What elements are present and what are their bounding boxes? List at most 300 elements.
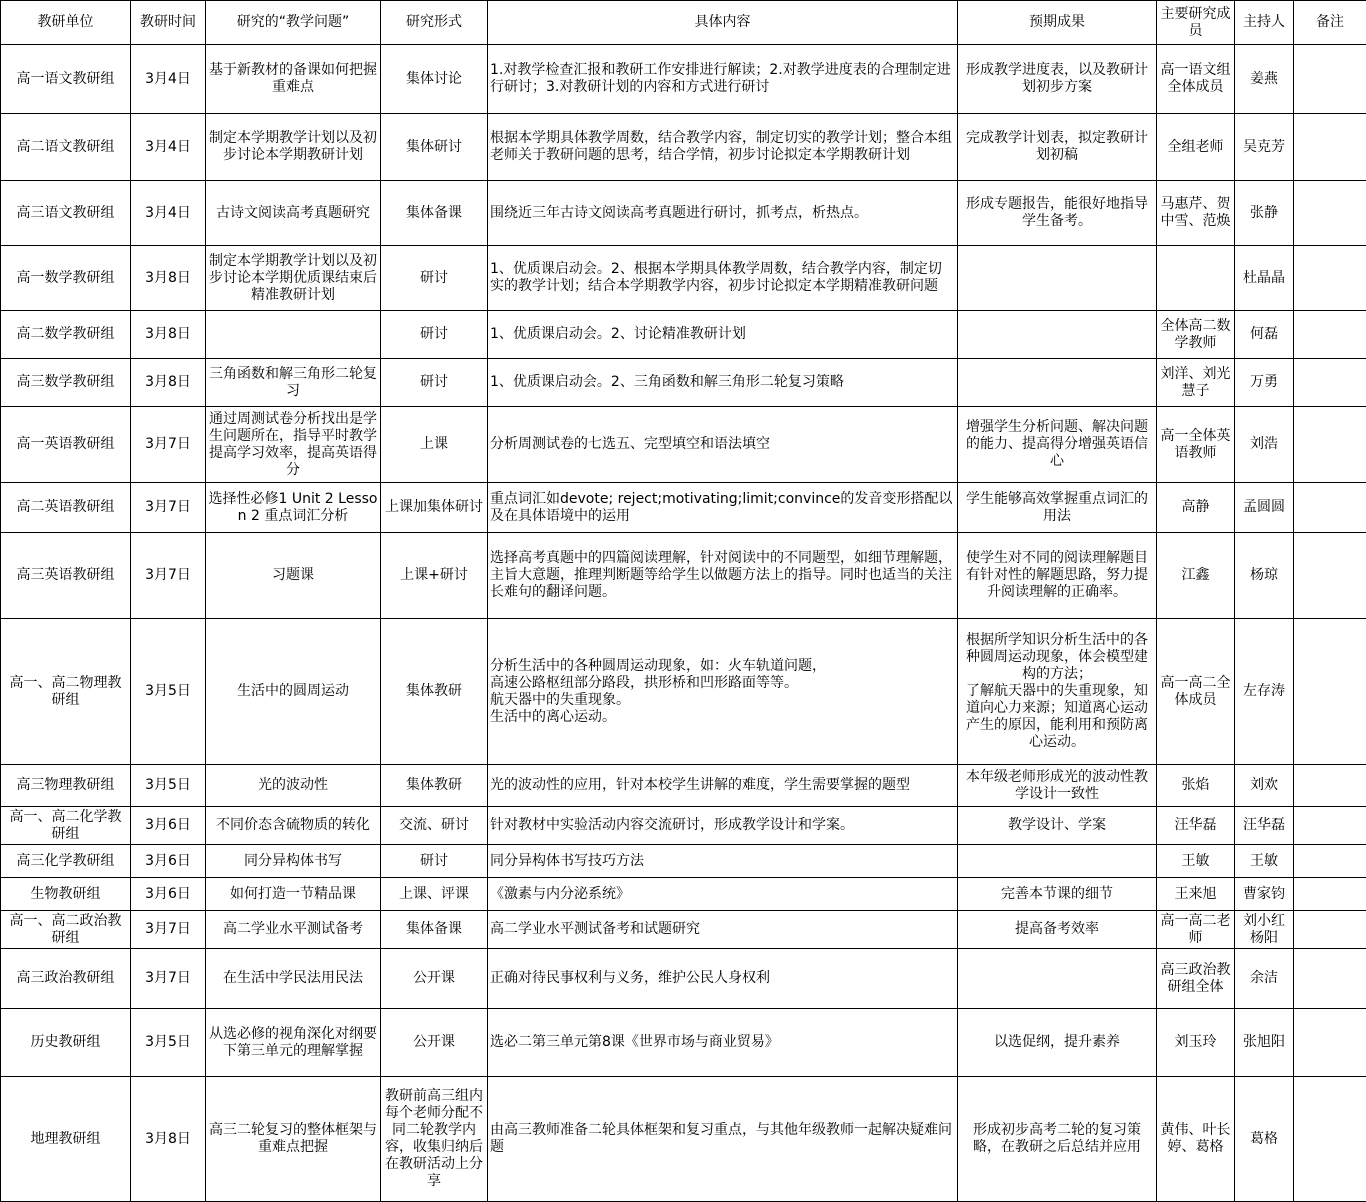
- header-content: 具体内容: [488, 1, 958, 45]
- members-text: 黄伟、叶长婷、葛格: [1161, 1122, 1231, 1155]
- cell-members: [1157, 181, 1235, 246]
- host-text: 葛格: [1250, 1131, 1278, 1147]
- cell-unit: [1, 1077, 131, 1202]
- members-text: 全体高二数学教师: [1161, 318, 1231, 351]
- outcome-text: 学生能够高效掌握重点词汇的用法: [966, 491, 1148, 524]
- content-text: 同分异构体书写技巧方法: [490, 853, 644, 869]
- cell-note: [1294, 807, 1366, 845]
- cell-members: [1157, 311, 1235, 359]
- form-text: 集体备课: [406, 205, 462, 221]
- table-row: [1, 911, 1366, 949]
- content-text: 《激素与内分泌系统》: [490, 886, 630, 902]
- content-text: 分析周测试卷的七选五、完型填空和语法填空: [490, 436, 770, 452]
- cell-unit: [1, 619, 131, 765]
- host-text: 曹家钧: [1243, 886, 1285, 902]
- cell-unit: [1, 807, 131, 845]
- unit-text: 高三数学教研组: [17, 374, 115, 390]
- cell-form: [381, 359, 488, 407]
- host-text: 吴克芳: [1243, 139, 1285, 155]
- cell-outcome: [958, 311, 1157, 359]
- cell-form: [381, 311, 488, 359]
- cell-host: [1235, 911, 1294, 949]
- cell-note: [1294, 949, 1366, 1009]
- time-text: 3月7日: [145, 970, 191, 986]
- cell-unit: [1, 114, 131, 181]
- table-row: [1, 1077, 1366, 1202]
- cell-content: [488, 911, 958, 949]
- cell-time: [131, 1009, 206, 1077]
- cell-host: [1235, 181, 1294, 246]
- table-row: [1, 181, 1366, 246]
- outcome-text: 以选促纲，提升素养: [994, 1034, 1120, 1050]
- cell-outcome: [958, 619, 1157, 765]
- cell-note: [1294, 483, 1366, 533]
- topic-text: 三角函数和解三角形二轮复习: [209, 366, 377, 399]
- content-text: 高二学业水平测试备考和试题研究: [490, 921, 700, 937]
- header-unit: 教研单位: [1, 1, 131, 45]
- topic-text: 高三二轮复习的整体框架与重难点把握: [209, 1122, 377, 1155]
- cell-host: [1235, 1077, 1294, 1202]
- form-text: 上课、评课: [399, 886, 469, 902]
- cell-form: [381, 949, 488, 1009]
- time-text: 3月4日: [145, 139, 191, 155]
- cell-form: [381, 533, 488, 619]
- cell-content: [488, 181, 958, 246]
- outcome-text: 完成教学计划表，拟定教研计划初稿: [966, 130, 1148, 163]
- header-form: 研究形式: [381, 1, 488, 45]
- table-row: [1, 765, 1366, 807]
- cell-content: [488, 878, 958, 911]
- cell-topic: [206, 45, 381, 114]
- content-text: 1、优质课启动会。2、根据本学期具体教学周数，结合教学内容，制定切实的教学计划；结合本学期教学内容，初步讨论拟定本学期精准教研问题: [490, 261, 942, 294]
- cell-members: [1157, 407, 1235, 483]
- time-text: 3月6日: [145, 886, 191, 902]
- form-text: 交流、研讨: [399, 817, 469, 833]
- cell-content: [488, 619, 958, 765]
- time-text: 3月8日: [145, 1131, 191, 1147]
- table-row: [1, 483, 1366, 533]
- outcome-text: 本年级老师形成光的波动性教学设计一致性: [966, 769, 1148, 802]
- cell-note: [1294, 45, 1366, 114]
- topic-text: 通过周测试卷分析找出是学生问题所在，指导平时教学提高学习效率，提高英语得分: [209, 411, 377, 478]
- content-text: 1、优质课启动会。2、三角函数和解三角形二轮复习策略: [490, 374, 844, 390]
- cell-outcome: [958, 407, 1157, 483]
- cell-form: [381, 45, 488, 114]
- cell-outcome: [958, 181, 1157, 246]
- content-text: 根据本学期具体教学周数，结合教学内容，制定切实的教学计划；整合本组老师关于教研问题的思考，结合学情，初步讨论拟定本学期教研计划: [490, 130, 952, 163]
- unit-text: 高二语文教研组: [17, 139, 115, 155]
- cell-topic: [206, 114, 381, 181]
- time-text: 3月4日: [145, 71, 191, 87]
- members-text: 高静: [1182, 499, 1210, 515]
- cell-outcome: [958, 483, 1157, 533]
- host-text: 姜燕: [1250, 71, 1278, 87]
- members-text: 刘玉玲: [1175, 1034, 1217, 1050]
- unit-text: 高二英语教研组: [17, 499, 115, 515]
- cell-unit: [1, 949, 131, 1009]
- cell-time: [131, 765, 206, 807]
- cell-note: [1294, 878, 1366, 911]
- cell-note: [1294, 845, 1366, 878]
- members-text: 王敏: [1182, 853, 1210, 869]
- header-members: 主要研究成员: [1157, 1, 1235, 45]
- cell-topic: [206, 359, 381, 407]
- cell-form: [381, 407, 488, 483]
- outcome-text: 教学设计、学案: [1008, 817, 1106, 833]
- table-row: [1, 1009, 1366, 1077]
- cell-time: [131, 807, 206, 845]
- content-text: 正确对待民事权利与义务，维护公民人身权利: [490, 970, 770, 986]
- cell-time: [131, 181, 206, 246]
- cell-topic: [206, 533, 381, 619]
- content-text: 针对教材中实验活动内容交流研讨，形成教学设计和学案。: [490, 817, 854, 833]
- cell-note: [1294, 359, 1366, 407]
- time-text: 3月7日: [145, 436, 191, 452]
- cell-outcome: [958, 765, 1157, 807]
- cell-host: [1235, 359, 1294, 407]
- members-text: 江鑫: [1182, 567, 1210, 583]
- cell-time: [131, 246, 206, 311]
- cell-host: [1235, 1009, 1294, 1077]
- cell-unit: [1, 1009, 131, 1077]
- header-outcome: 预期成果: [958, 1, 1157, 45]
- cell-time: [131, 878, 206, 911]
- cell-unit: [1, 765, 131, 807]
- cell-form: [381, 765, 488, 807]
- topic-text: 如何打造一节精品课: [230, 886, 356, 902]
- form-text: 教研前高三组内每个老师分配不同二轮教学内容，收集归纳后在教研活动上分享: [385, 1088, 483, 1189]
- time-text: 3月5日: [145, 777, 191, 793]
- time-text: 3月5日: [145, 1034, 191, 1050]
- cell-unit: [1, 533, 131, 619]
- cell-host: [1235, 483, 1294, 533]
- cell-time: [131, 114, 206, 181]
- cell-content: [488, 483, 958, 533]
- time-text: 3月5日: [145, 683, 191, 699]
- cell-form: [381, 878, 488, 911]
- cell-outcome: [958, 246, 1157, 311]
- table-row: [1, 246, 1366, 311]
- cell-topic: [206, 1077, 381, 1202]
- cell-unit: [1, 246, 131, 311]
- topic-text: 高二学业水平测试备考: [223, 921, 363, 937]
- cell-time: [131, 483, 206, 533]
- form-text: 上课+研讨: [400, 567, 468, 583]
- cell-content: [488, 533, 958, 619]
- host-text: 杜晶晶: [1243, 270, 1285, 286]
- host-text: 杨琼: [1250, 567, 1278, 583]
- unit-text: 高一、高二政治教研组: [10, 913, 122, 946]
- unit-text: 高三英语教研组: [17, 567, 115, 583]
- cell-content: [488, 807, 958, 845]
- form-text: 公开课: [413, 970, 455, 986]
- time-text: 3月8日: [145, 374, 191, 390]
- host-text: 万勇: [1250, 374, 1278, 390]
- cell-time: [131, 619, 206, 765]
- unit-text: 高一、高二化学教研组: [10, 809, 122, 842]
- cell-form: [381, 619, 488, 765]
- cell-topic: [206, 807, 381, 845]
- table-row: [1, 949, 1366, 1009]
- members-text: 高一语文组全体成员: [1161, 62, 1231, 95]
- unit-text: 生物教研组: [31, 886, 101, 902]
- content-text: 光的波动性的应用，针对本校学生讲解的难度，学生需要掌握的题型: [490, 777, 910, 793]
- table-row: [1, 807, 1366, 845]
- cell-form: [381, 1009, 488, 1077]
- cell-outcome: [958, 911, 1157, 949]
- cell-time: [131, 311, 206, 359]
- host-text: 汪华磊: [1243, 817, 1285, 833]
- cell-host: [1235, 246, 1294, 311]
- content-text: 选必二第三单元第8课《世界市场与商业贸易》: [490, 1034, 779, 1050]
- cell-content: [488, 949, 958, 1009]
- outcome-text: 增强学生分析问题、解决问题的能力、提高得分增强英语信心: [966, 419, 1148, 469]
- form-text: 研讨: [420, 374, 448, 390]
- cell-host: [1235, 311, 1294, 359]
- cell-time: [131, 359, 206, 407]
- cell-outcome: [958, 949, 1157, 1009]
- members-text: 汪华磊: [1175, 817, 1217, 833]
- cell-note: [1294, 911, 1366, 949]
- outcome-text: 提高备考效率: [1015, 921, 1099, 937]
- cell-content: [488, 407, 958, 483]
- time-text: 3月7日: [145, 921, 191, 937]
- unit-text: 高三化学教研组: [17, 853, 115, 869]
- cell-topic: [206, 949, 381, 1009]
- cell-members: [1157, 845, 1235, 878]
- cell-content: [488, 765, 958, 807]
- cell-outcome: [958, 533, 1157, 619]
- topic-text: 光的波动性: [258, 777, 328, 793]
- cell-unit: [1, 181, 131, 246]
- cell-time: [131, 45, 206, 114]
- cell-form: [381, 246, 488, 311]
- cell-time: [131, 845, 206, 878]
- header-note: 备注: [1294, 1, 1366, 45]
- topic-text: 制定本学期教学计划以及初步讨论本学期教研计划: [209, 130, 377, 163]
- host-text: 余洁: [1250, 970, 1278, 986]
- form-text: 集体研讨: [406, 139, 462, 155]
- cell-host: [1235, 845, 1294, 878]
- cell-members: [1157, 483, 1235, 533]
- host-text: 孟圆圆: [1243, 499, 1285, 515]
- content-text: 围绕近三年古诗文阅读高考真题进行研讨，抓考点，析热点。: [490, 205, 868, 221]
- outcome-text: 形成教学进度表，以及教研计划初步方案: [966, 62, 1148, 95]
- cell-topic: [206, 878, 381, 911]
- cell-unit: [1, 407, 131, 483]
- host-text: 张静: [1250, 205, 1278, 221]
- cell-outcome: [958, 845, 1157, 878]
- outcome-text: 完善本节课的细节: [1001, 886, 1113, 902]
- form-text: 上课: [420, 436, 448, 452]
- cell-members: [1157, 533, 1235, 619]
- cell-members: [1157, 911, 1235, 949]
- cell-unit: [1, 45, 131, 114]
- cell-topic: [206, 619, 381, 765]
- host-text: 张旭阳: [1243, 1034, 1285, 1050]
- cell-topic: [206, 845, 381, 878]
- cell-content: [488, 359, 958, 407]
- cell-content: [488, 1077, 958, 1202]
- outcome-text: 使学生对不同的阅读理解题目有针对性的解题思路，努力提升阅读理解的正确率。: [966, 550, 1148, 600]
- unit-text: 高一数学教研组: [17, 270, 115, 286]
- form-text: 上课加集体研讨: [385, 499, 483, 515]
- cell-form: [381, 1077, 488, 1202]
- cell-time: [131, 949, 206, 1009]
- cell-topic: [206, 911, 381, 949]
- table-row: [1, 114, 1366, 181]
- cell-host: [1235, 533, 1294, 619]
- header-host: 主持人: [1235, 1, 1294, 45]
- cell-outcome: [958, 45, 1157, 114]
- cell-form: [381, 181, 488, 246]
- topic-text: 古诗文阅读高考真题研究: [216, 205, 370, 221]
- cell-host: [1235, 878, 1294, 911]
- table-row: [1, 878, 1366, 911]
- host-text: 刘欢: [1250, 777, 1278, 793]
- content-text: 分析生活中的各种圆周运动现象，如：火车轨道问题， 高速公路枢纽部分路段，拱形桥和凹形路面等等。 航天器中的失重现象。 生活中的离心运动。: [490, 658, 826, 725]
- unit-text: 高三政治教研组: [17, 970, 115, 986]
- unit-text: 高三语文教研组: [17, 205, 115, 221]
- cell-members: [1157, 878, 1235, 911]
- topic-text: 基于新教材的备课如何把握重难点: [209, 62, 377, 95]
- form-text: 研讨: [420, 270, 448, 286]
- table-row: [1, 45, 1366, 114]
- cell-time: [131, 911, 206, 949]
- content-text: 1、优质课启动会。2、讨论精准教研计划: [490, 326, 746, 342]
- cell-content: [488, 311, 958, 359]
- cell-note: [1294, 619, 1366, 765]
- host-text: 左存涛: [1243, 683, 1285, 699]
- cell-host: [1235, 619, 1294, 765]
- cell-note: [1294, 765, 1366, 807]
- unit-text: 地理教研组: [31, 1131, 101, 1147]
- members-text: 刘洋、刘光慧子: [1161, 366, 1231, 399]
- cell-time: [131, 533, 206, 619]
- cell-unit: [1, 311, 131, 359]
- table-row: [1, 619, 1366, 765]
- cell-topic: [206, 311, 381, 359]
- unit-text: 高二数学教研组: [17, 326, 115, 342]
- header-topic: 研究的“教学问题”: [206, 1, 381, 45]
- cell-members: [1157, 949, 1235, 1009]
- topic-text: 不同价态含硫物质的转化: [216, 817, 370, 833]
- topic-text: 生活中的圆周运动: [237, 683, 349, 699]
- content-text: 选择高考真题中的四篇阅读理解，针对阅读中的不同题型，如细节理解题，主旨大意题，推理判断题等给学生以做题方法上的指导。同时也适当的关注长难句的翻译问题。: [490, 550, 952, 600]
- members-text: 高一全体英语教师: [1161, 428, 1231, 461]
- form-text: 集体教研: [406, 777, 462, 793]
- cell-members: [1157, 765, 1235, 807]
- cell-content: [488, 1009, 958, 1077]
- topic-text: 制定本学期教学计划以及初步讨论本学期优质课结束后精准教研计划: [209, 253, 377, 303]
- cell-note: [1294, 533, 1366, 619]
- topic-text: 选择性必修1 Unit 2 Lesson 2 重点词汇分析: [209, 491, 378, 524]
- unit-text: 高一语文教研组: [17, 71, 115, 87]
- time-text: 3月6日: [145, 817, 191, 833]
- host-text: 刘浩: [1250, 436, 1278, 452]
- topic-text: 在生活中学民法用民法: [223, 970, 363, 986]
- cell-members: [1157, 246, 1235, 311]
- form-text: 集体讨论: [406, 71, 462, 87]
- members-text: 马惠芹、贺中雪、范焕: [1161, 196, 1231, 229]
- cell-content: [488, 246, 958, 311]
- table-row: [1, 533, 1366, 619]
- cell-note: [1294, 114, 1366, 181]
- cell-form: [381, 911, 488, 949]
- table-body: [1, 45, 1366, 1202]
- form-text: 研讨: [420, 326, 448, 342]
- host-text: 何磊: [1250, 326, 1278, 342]
- cell-host: [1235, 949, 1294, 1009]
- cell-host: [1235, 114, 1294, 181]
- cell-topic: [206, 1009, 381, 1077]
- form-text: 公开课: [413, 1034, 455, 1050]
- table-row: [1, 845, 1366, 878]
- cell-content: [488, 45, 958, 114]
- cell-host: [1235, 45, 1294, 114]
- cell-members: [1157, 45, 1235, 114]
- members-text: 王来旭: [1175, 886, 1217, 902]
- cell-outcome: [958, 1009, 1157, 1077]
- cell-form: [381, 483, 488, 533]
- members-text: 高一高二全体成员: [1161, 675, 1231, 708]
- topic-text: 同分异构体书写: [244, 853, 342, 869]
- cell-outcome: [958, 359, 1157, 407]
- header-row: [1, 1, 1366, 45]
- form-text: 研讨: [420, 853, 448, 869]
- unit-text: 高一、高二物理教研组: [10, 675, 122, 708]
- cell-topic: [206, 246, 381, 311]
- cell-members: [1157, 807, 1235, 845]
- table-row: [1, 311, 1366, 359]
- cell-note: [1294, 246, 1366, 311]
- table-row: [1, 359, 1366, 407]
- time-text: 3月7日: [145, 567, 191, 583]
- cell-topic: [206, 483, 381, 533]
- cell-form: [381, 807, 488, 845]
- form-text: 集体备课: [406, 921, 462, 937]
- cell-note: [1294, 181, 1366, 246]
- host-text: 王敏: [1250, 853, 1278, 869]
- cell-members: [1157, 1009, 1235, 1077]
- cell-outcome: [958, 807, 1157, 845]
- cell-unit: [1, 359, 131, 407]
- unit-text: 高三物理教研组: [17, 777, 115, 793]
- cell-topic: [206, 407, 381, 483]
- time-text: 3月4日: [145, 205, 191, 221]
- cell-host: [1235, 807, 1294, 845]
- cell-content: [488, 114, 958, 181]
- cell-topic: [206, 765, 381, 807]
- time-text: 3月6日: [145, 853, 191, 869]
- topic-text: 习题课: [272, 567, 314, 583]
- cell-unit: [1, 483, 131, 533]
- cell-outcome: [958, 1077, 1157, 1202]
- content-text: 1.对教学检查汇报和教研工作安排进行解读；2.对教学进度表的合理制定进行研讨；3.对教研计划的内容和方式进行研讨: [490, 62, 951, 95]
- topic-text: 从选必修的视角深化对纲要下第三单元的理解掌握: [209, 1026, 377, 1059]
- cell-time: [131, 407, 206, 483]
- cell-note: [1294, 1009, 1366, 1077]
- cell-unit: [1, 911, 131, 949]
- unit-text: 高一英语教研组: [17, 436, 115, 452]
- cell-host: [1235, 765, 1294, 807]
- cell-members: [1157, 619, 1235, 765]
- cell-unit: [1, 878, 131, 911]
- unit-text: 历史教研组: [31, 1034, 101, 1050]
- cell-unit: [1, 845, 131, 878]
- form-text: 集体教研: [406, 683, 462, 699]
- outcome-text: 根据所学知识分析生活中的各种圆周运动现象，体会模型建构的方法； 了解航天器中的失重现象，知道向心力来源；知道离心运动产生的原因，能利用和预防离心运动。: [966, 632, 1148, 750]
